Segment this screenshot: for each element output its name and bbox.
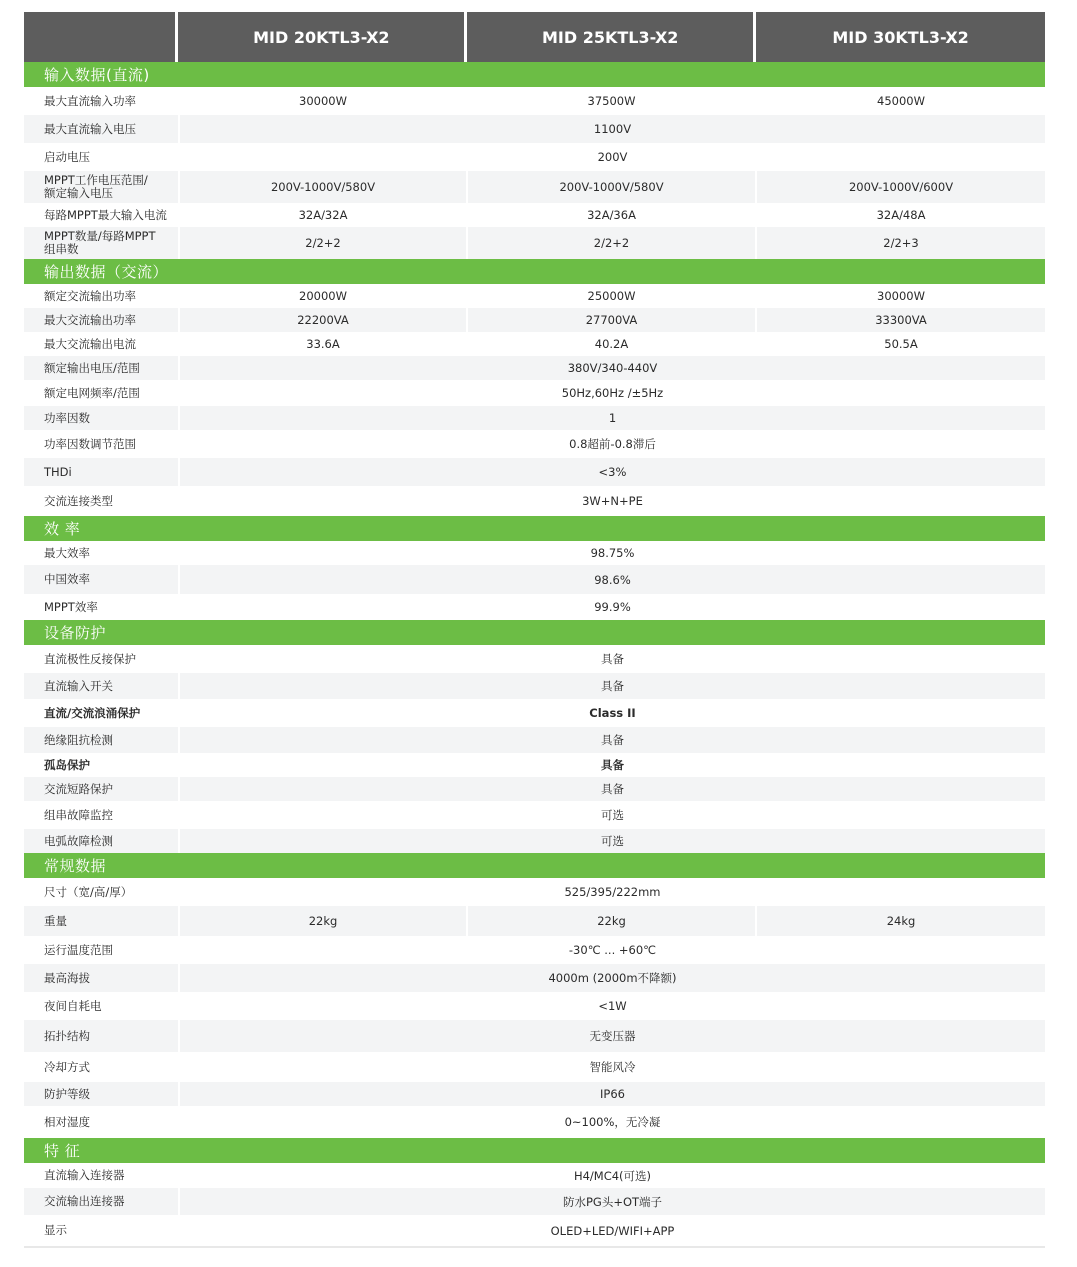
table-row xyxy=(24,777,1045,801)
table-bottom-line xyxy=(24,1246,1045,1248)
row-value: H4/MC4(可选) xyxy=(178,1163,1045,1188)
row-label: 交流短路保护 xyxy=(44,781,113,796)
row-value: 具备 xyxy=(178,673,1045,699)
row-value: -30℃ ... +60℃ xyxy=(178,936,1045,964)
row-label: 运行温度范围 xyxy=(44,942,113,957)
section-header: 常规数据 xyxy=(24,853,1045,878)
row-value-model-2: 37500W xyxy=(466,87,755,115)
row-value-model-1: 200V-1000V/580V xyxy=(178,171,466,203)
row-value-model-1: 30000W xyxy=(178,87,466,115)
row-value-model-3: 33300VA xyxy=(755,308,1045,332)
row-value: 98.75% xyxy=(178,541,1045,565)
table-row xyxy=(24,115,1045,143)
row-value-model-1: 32A/32A xyxy=(178,203,466,227)
table-row xyxy=(24,992,1045,1020)
row-value-model-3: 45000W xyxy=(755,87,1045,115)
row-label: 最高海拔 xyxy=(44,970,90,985)
row-value: 具备 xyxy=(178,727,1045,753)
table-row xyxy=(24,203,1045,227)
table-row xyxy=(24,727,1045,753)
row-value-model-2: 200V-1000V/580V xyxy=(466,171,755,203)
row-value: <3% xyxy=(178,458,1045,486)
row-value: 防水PG头+OT端子 xyxy=(178,1188,1045,1215)
row-label: 夜间自耗电 xyxy=(44,998,102,1013)
row-value-model-1: 22kg xyxy=(178,906,466,936)
row-value: 380V/340-440V xyxy=(178,356,1045,380)
row-value: 可选 xyxy=(178,829,1045,853)
table-row xyxy=(24,594,1045,620)
section-header: 输出数据（交流） xyxy=(24,259,1045,284)
row-value-model-3: 2/2+3 xyxy=(755,227,1045,259)
table-row xyxy=(24,332,1045,356)
table-row xyxy=(24,964,1045,992)
row-value-model-3: 24kg xyxy=(755,906,1045,936)
table-row xyxy=(24,87,1045,115)
row-label: MPPT数量/每路MPPT 组串数 xyxy=(44,229,156,256)
table-row xyxy=(24,356,1045,380)
row-value: 智能风冷 xyxy=(178,1052,1045,1082)
table-row xyxy=(24,380,1045,406)
row-value: 具备 xyxy=(178,777,1045,801)
row-label: 最大交流输出功率 xyxy=(44,312,136,327)
row-label: 相对湿度 xyxy=(44,1114,90,1129)
section-header: 特 征 xyxy=(24,1138,1045,1163)
row-label: 显示 xyxy=(44,1223,67,1237)
header-model-1: MID 20KTL3-X2 xyxy=(178,12,464,62)
row-value: 具备 xyxy=(178,753,1045,777)
row-value-model-2: 32A/36A xyxy=(466,203,755,227)
row-value-model-2: 25000W xyxy=(466,284,755,308)
header-blank-cell xyxy=(24,12,175,62)
row-value-model-2: 2/2+2 xyxy=(466,227,755,259)
table-row xyxy=(24,801,1045,829)
row-value: <1W xyxy=(178,992,1045,1020)
row-label: 功率因数 xyxy=(44,410,90,425)
row-value: 4000m (2000m不降额) xyxy=(178,964,1045,992)
row-label: 交流连接类型 xyxy=(44,493,113,508)
row-label: 最大直流输入电压 xyxy=(44,121,136,136)
table-row xyxy=(24,406,1045,430)
table-row xyxy=(24,284,1045,308)
spec-table xyxy=(24,12,1045,1248)
row-label: 中国效率 xyxy=(44,572,90,586)
row-value: OLED+LED/WIFI+APP xyxy=(178,1215,1045,1246)
row-label: 孤岛保护 xyxy=(44,757,90,772)
row-value: 可选 xyxy=(178,801,1045,829)
row-value-model-2: 27700VA xyxy=(466,308,755,332)
row-label: 功率因数调节范围 xyxy=(44,436,136,451)
header-model-3: MID 30KTL3-X2 xyxy=(756,12,1045,62)
table-row xyxy=(24,1188,1045,1215)
row-label: 最大交流输出电流 xyxy=(44,336,136,351)
table-row xyxy=(24,1052,1045,1082)
row-value: 200V xyxy=(178,143,1045,171)
table-row xyxy=(24,829,1045,853)
table-row xyxy=(24,143,1045,171)
table-body xyxy=(24,62,1045,1246)
row-value: 0~100%，无冷凝 xyxy=(178,1106,1045,1138)
table-row xyxy=(24,541,1045,565)
row-label: 重量 xyxy=(44,913,67,928)
row-label: 直流/交流浪涌保护 xyxy=(44,705,141,720)
table-row xyxy=(24,645,1045,673)
table-row xyxy=(24,936,1045,964)
table-row xyxy=(24,1163,1045,1188)
row-label: 拓扑结构 xyxy=(44,1028,90,1043)
row-label: MPPT工作电压范围/ 额定输入电压 xyxy=(44,173,148,200)
table-row xyxy=(24,699,1045,727)
row-value-model-1: 2/2+2 xyxy=(178,227,466,259)
table-row xyxy=(24,1106,1045,1138)
row-value-model-3: 50.5A xyxy=(755,332,1045,356)
row-value: 无变压器 xyxy=(178,1020,1045,1052)
section-header: 设备防护 xyxy=(24,620,1045,645)
row-label: 电弧故障检测 xyxy=(44,833,113,848)
table-row xyxy=(24,673,1045,699)
row-value: 具备 xyxy=(178,645,1045,673)
table-row xyxy=(24,1215,1045,1246)
table-row xyxy=(24,1020,1045,1052)
table-row xyxy=(24,227,1045,259)
row-value-model-1: 33.6A xyxy=(178,332,466,356)
row-label: 尺寸（宽/高/厚） xyxy=(44,884,133,899)
row-value: 50Hz,60Hz /±5Hz xyxy=(178,380,1045,406)
row-value-model-3: 30000W xyxy=(755,284,1045,308)
row-value: Class II xyxy=(178,699,1045,727)
row-value-model-3: 32A/48A xyxy=(755,203,1045,227)
row-value: 525/395/222mm xyxy=(178,878,1045,906)
row-value: IP66 xyxy=(178,1082,1045,1106)
row-label: 启动电压 xyxy=(44,149,90,164)
table-row xyxy=(24,458,1045,486)
table-row xyxy=(24,486,1045,516)
table-row xyxy=(24,430,1045,458)
row-label: 防护等级 xyxy=(44,1086,90,1101)
table-row xyxy=(24,1082,1045,1106)
row-value-model-1: 22200VA xyxy=(178,308,466,332)
row-label: 直流输入开关 xyxy=(44,678,113,693)
row-label: MPPT效率 xyxy=(44,599,98,614)
table-row xyxy=(24,565,1045,594)
row-label: 最大直流输入功率 xyxy=(44,93,136,108)
table-row xyxy=(24,753,1045,777)
row-value-model-2: 40.2A xyxy=(466,332,755,356)
row-label: 最大效率 xyxy=(44,545,90,560)
header-model-2: MID 25KTL3-X2 xyxy=(467,12,753,62)
section-header: 效 率 xyxy=(24,516,1045,541)
table-header xyxy=(24,12,1045,62)
row-label: 交流输出连接器 xyxy=(44,1194,125,1208)
table-row xyxy=(24,878,1045,906)
row-value-model-1: 20000W xyxy=(178,284,466,308)
row-label: 组串故障监控 xyxy=(44,807,113,822)
row-label: 绝缘阻抗检测 xyxy=(44,732,113,747)
row-value: 3W+N+PE xyxy=(178,486,1045,516)
row-label: 直流输入连接器 xyxy=(44,1168,125,1182)
row-value: 1 xyxy=(178,406,1045,430)
row-label: 直流极性反接保护 xyxy=(44,651,136,666)
table-row xyxy=(24,906,1045,936)
row-label: THDi xyxy=(44,464,72,479)
row-label: 冷却方式 xyxy=(44,1059,90,1074)
table-row xyxy=(24,171,1045,203)
row-value-model-2: 22kg xyxy=(466,906,755,936)
table-row xyxy=(24,308,1045,332)
row-label: 额定电网频率/范围 xyxy=(44,385,140,400)
row-label: 每路MPPT最大输入电流 xyxy=(44,207,167,222)
row-value: 98.6% xyxy=(178,565,1045,594)
row-value: 0.8超前-0.8滞后 xyxy=(178,430,1045,458)
row-value: 1100V xyxy=(178,115,1045,143)
row-value-model-3: 200V-1000V/600V xyxy=(755,171,1045,203)
row-value: 99.9% xyxy=(178,594,1045,620)
row-label: 额定输出电压/范围 xyxy=(44,360,140,375)
section-header: 输入数据(直流) xyxy=(24,62,1045,87)
row-label: 额定交流输出功率 xyxy=(44,288,136,303)
